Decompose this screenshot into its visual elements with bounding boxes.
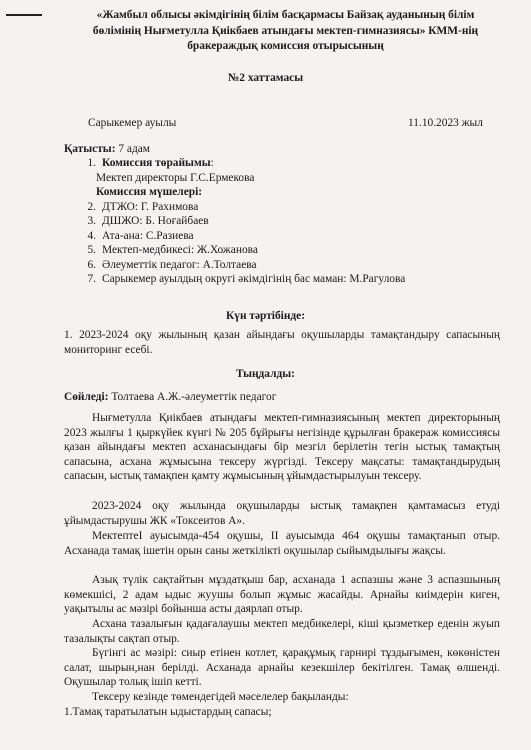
chair-name: Мектеп директоры Г.С.Ермекова (96, 171, 255, 184)
agenda-heading: Күн тәртібінде: (226, 310, 305, 322)
paragraph-shifts: МектептеІ ауысымда-454 оқушы, ІІ ауысымда 464 оқушы тамақтанып отыр. Асханада тамақ ішетін орын саны жеткілікті оқушылар сыйымдылығы жақсы. (64, 530, 500, 557)
meeting-place: Сарыкемер ауылы (88, 117, 177, 129)
member-text: Ата-ана: С.Разиева (102, 229, 194, 242)
speaker-line (64, 391, 276, 403)
meeting-date: 11.10.2023 жыл (408, 117, 483, 129)
list-item (64, 229, 504, 244)
item-number: 4. (87, 229, 96, 242)
list-item (64, 214, 504, 229)
paragraph-menu: Бүгінгі ас мәзірі: сиыр етінен котлет, қарақұмық гарнирі тұздығымен, көкөністен салат, шырын,нан берілді. Асханада арнайы кезекшілер бекітілген. Тамақ өлшенді. Оқушылар толық ішіп кетті. (64, 647, 500, 689)
item-number: 3. (87, 215, 96, 227)
member-text: Әлеуметтік педагог: А.Толтаева (102, 258, 257, 271)
members-label: Комиссия мүшелері: (96, 186, 203, 198)
item-number: 1. (87, 157, 96, 169)
protocol-number: №2 хаттамасы (227, 72, 304, 84)
member-text: Мектеп-медбикесі: Ж.Хожанова (102, 244, 258, 256)
paragraph-inspection: Нығметулла Қиікбаев атындағы мектеп-гимназиясының мектеп директорының 2023 жылғы 1 қыркүйек күнгі № 205 бұйрығы негізінде құрылған бракераж комиссиясы қазан айындағы мектеп асханасындағы бір мезгіл берілетін тегін ыстық тамақтың сапасына, асхана жұмысына тексеру жүргізді. Тексеру мақсаты: тамақтандырудың сапасын, ыстық тамақпен қамту жұмысының ұйымдастырылуын тексеру. (64, 412, 500, 483)
paragraph-cleanliness: Асхана тазалығын қадағалаушы мектеп медбикелері, кіші қызметкер еденін жуып тазалықты сақтап отыр. (64, 618, 500, 645)
list-item (64, 272, 504, 287)
paragraph-provider: 2023-2024 оқу жылында оқушыларды ыстық тамақпен қамтамасыз етуді ұйымдастырушы ЖК «Токсеитов А». (64, 500, 500, 527)
agenda-item: 1. 2023-2024 оқу жылының қазан айындағы оқушыларды тамақтандыру сапасының мониторинг есебі. (64, 329, 500, 356)
member-text: ДТЖО: Г. Рахимова (102, 200, 199, 213)
list-item (64, 156, 504, 171)
title-line-3: бракераждық комиссия отырысының (187, 40, 384, 52)
chair-label: Комиссия төрайымы (102, 157, 211, 169)
title-line-2: бөлімінің Нығметулла Қиікбаев атындағы мектеп-гимназиясы» КММ-нің (92, 24, 479, 37)
paragraph-staff: Азық түлік сақтайтын мұздатқыш бар, асханада 1 аспазшы және 3 аспазшының көмекшісі, 2 адам ыдыс жуушы болып жұмыс жасайды. Арнайы киімдерін киген, уақытылы ас мәзірі бойынша асты даярлап отыр. (64, 574, 500, 616)
item-number: 2. (87, 200, 96, 213)
commission-list (64, 156, 504, 287)
item-number: 6. (87, 258, 96, 271)
margin-dash (6, 14, 42, 16)
attendance-value: 7 адам (115, 143, 151, 155)
attendance-label: Қатысты: (64, 143, 116, 155)
document-title (58, 8, 513, 55)
list-item (64, 258, 504, 273)
speaker-name: Толтаева А.Ж.-әлеуметтік педагог (108, 391, 277, 403)
title-line-1: «Жамбыл облысы әкімдігінің білім басқармасы Байзақ ауданының білім (96, 9, 475, 21)
list-item (64, 200, 504, 215)
member-text: Сарыкемер ауылдың округі әкімдігінің бас маман: М.Рагулова (102, 273, 406, 285)
item-number: 7. (87, 273, 96, 285)
item-number: 5. (87, 244, 96, 256)
list-item (64, 243, 504, 258)
attendance (64, 143, 150, 155)
member-text: ДШЖО: Б. Ноғайбаев (102, 215, 209, 227)
paragraph-checks: Тексеру кезінде төмендегідей мәселелер бақыланды: (92, 691, 349, 703)
check-item-1: 1.Тамақ таратылатын ыдыстардың сапасы; (64, 706, 272, 718)
listened-heading: Тыңдалды: (236, 368, 295, 380)
chair-colon: : (210, 157, 214, 169)
speaker-label: Сөйледі: (64, 391, 109, 403)
